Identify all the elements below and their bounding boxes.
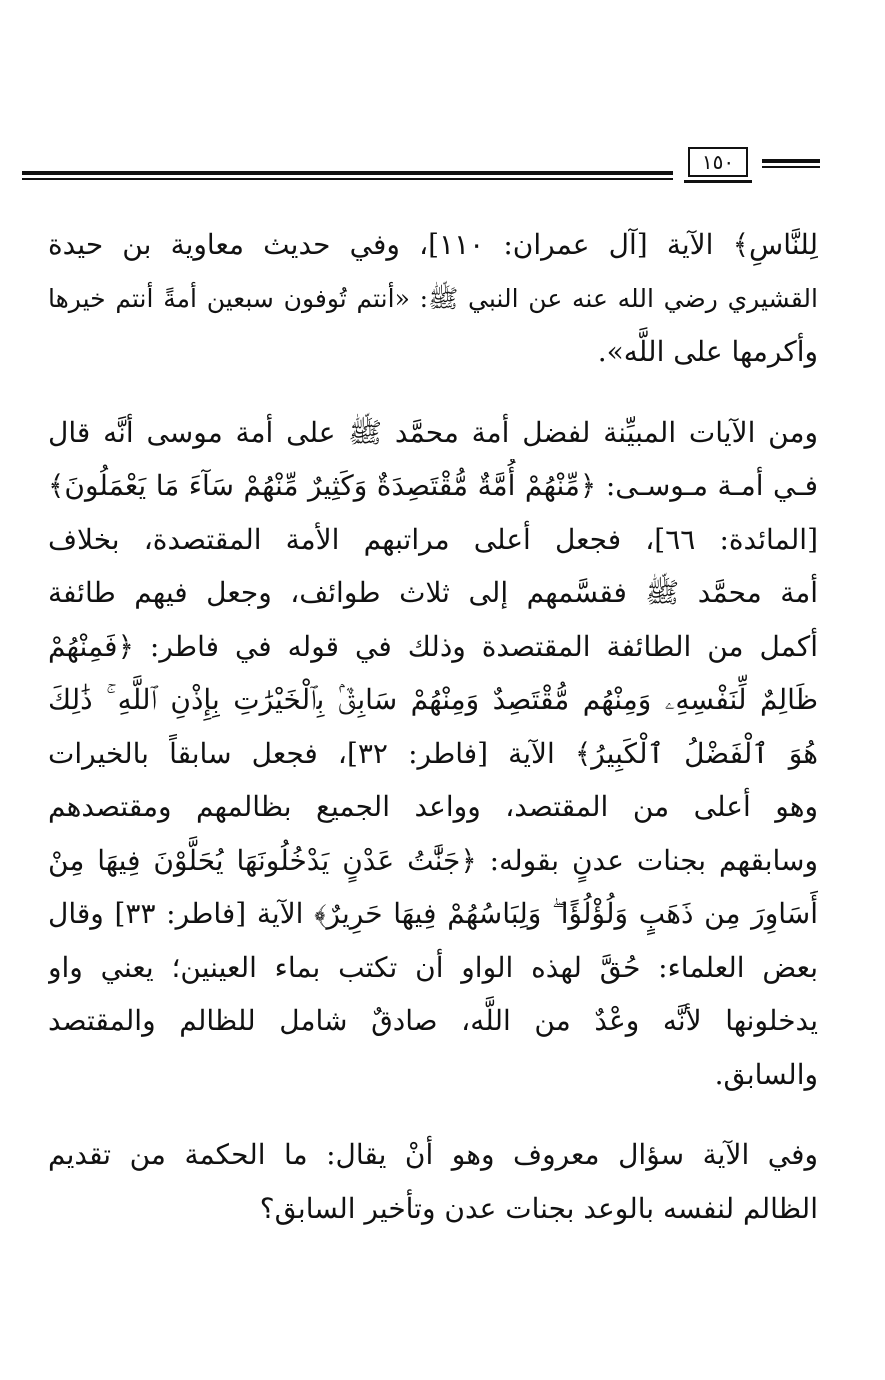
text-line: بعض العلماء: حُقَّ لهذه الواو أن تكتب بماء العينين؛ يعني واو xyxy=(48,950,818,984)
text-line: لِلنَّاسِ﴾ الآية [آل عمران: ١١٠]، وفي حديث معاوية بن حيدة xyxy=(48,228,818,261)
header-rule-right xyxy=(762,159,820,168)
page-number: ١٥٠ xyxy=(688,147,748,177)
text-line: وسابقهم بجنات عدنٍ بقوله: ﴿جَنَّٰتُ عَدْنٍ يَدْخُلُونَهَا يُحَلَّوْنَ فِيهَا مِنْ xyxy=(48,843,818,877)
body-text xyxy=(48,218,818,1235)
text-line: أكمل من الطائفة المقتصدة وذلك في قوله في فاطر: ﴿فَمِنْهُمْ xyxy=(48,629,818,663)
text-line: هُوَ ٱلْفَضْلُ ٱلْكَبِيرُ﴾ الآية [فاطر: ٣٢]، فجعل سابقاً بالخيرات xyxy=(48,736,818,770)
text-line: ظَالِمٌ لِّنَفْسِهِۦ وَمِنْهُم مُّقْتَصِدٌ وَمِنْهُمْ سَابِقٌۢ بِٱلْخَيْرَٰتِ بِإِذْنِ ٱللَّهِ ۚ ذَٰلِكَ xyxy=(48,683,818,716)
text-line: والسابق. xyxy=(714,1057,818,1091)
text-line: يدخلونها لأنَّه وعْدٌ من اللَّه، صادقٌ شامل للظالم والمقتصد xyxy=(48,1004,818,1037)
text-line: ومن الآيات المبيِّنة لفضل أمة محمَّد ﷺ على أمة موسى أنَّه قال xyxy=(48,415,818,449)
text-line: أمة محمَّد ﷺ فقسَّمهم إلى ثلاث طوائف، وجعل فيهم طائفة xyxy=(48,576,818,609)
text-line: فـي أمـة مـوسـى: ﴿مِّنْهُمْ أُمَّةٌ مُّقْتَصِدَةٌ وَكَثِيرٌ مِّنْهُمْ سَآءَ مَا يَعْمَلُونَ﴾ xyxy=(48,469,818,502)
text-line: الظالم لنفسه بالوعد بجنات عدن وتأخير السابق؟ xyxy=(259,1191,818,1225)
paragraph-1 xyxy=(48,218,818,379)
text-line: وفي الآية سؤال معروف وهو أنْ يقال: ما الحكمة من تقديم xyxy=(48,1138,818,1171)
page-header xyxy=(22,143,820,185)
text-line: القشيري رضي الله عنه عن النبي ﷺ: «أنتم تُوفون سبعين أمةً أنتم خيرها xyxy=(48,283,818,313)
text-line: أَسَاوِرَ مِن ذَهَبٍ وَلُؤْلُؤًا ۖ وَلِبَاسُهُمْ فِيهَا حَرِيرٌ﴾ الآية [فاطر: ٣٣] وقال xyxy=(48,897,818,930)
text-line: وهو أعلى من المقتصد، وواعد الجميع بظالمهم ومقتصدهم xyxy=(48,790,818,823)
paragraph-2 xyxy=(48,406,818,1102)
header-rule-left xyxy=(22,171,673,180)
paragraph-3 xyxy=(48,1128,818,1235)
text-line: [المائدة: ٦٦]، فجعل أعلى مراتبهم الأمة المقتصدة، بخلاف xyxy=(48,522,818,556)
text-line: وأكرمها على اللَّه». xyxy=(597,335,818,368)
